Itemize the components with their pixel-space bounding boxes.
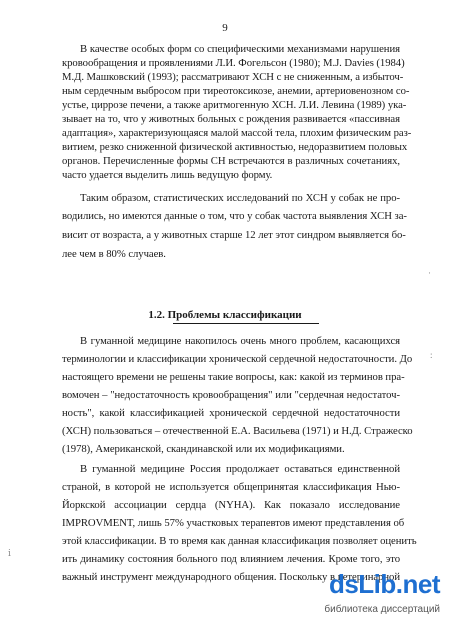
body-line: страной, в которой не используется общепринятая классификация Нью-: [62, 481, 400, 493]
body-line: ность", какой классификацией хронической сердечной недостаточности: [62, 407, 400, 419]
body-line: В гуманной медицине Россия продолжает оставаться единственной: [80, 463, 400, 475]
body-line: вомочен – "недостаточность кровообращения" или "сердечная недостаточ-: [62, 389, 400, 401]
section-heading: 1.2. Проблемы классификации: [148, 309, 302, 321]
body-line: (ХСН) пользоваться – отечественной Е.А. Васильева (1971) и Н.Д. Стражеско: [62, 425, 413, 437]
body-line: водились, но имеются данные о том, что у собак частота выявления ХСН за-: [62, 210, 407, 222]
margin-mark: ·: [428, 268, 431, 278]
body-line: Таким образом, статистических исследований по ХСН у собак не про-: [80, 192, 400, 204]
body-line: ить динамику состояния больного под влиянием лечения. Кроме того, это: [62, 553, 400, 565]
body-line: лее чем в 80% случаев.: [62, 248, 166, 260]
body-line: Йоркской ассоциации сердца (NYHA). Как показало исследование: [62, 499, 400, 511]
watermark-caption: библиотека диссертаций: [324, 604, 440, 615]
body-line: устье, циррозе печени, а также аритмогенную ХСН. Л.И. Левина (1989) ука-: [62, 99, 407, 111]
body-line: (1978), Американской, скандинавской или их модификациями.: [62, 443, 345, 455]
body-line: важный инструмент международного общения. Поскольку в ветеринарной: [62, 571, 400, 583]
margin-mark: :: [430, 350, 433, 360]
margin-mark: ⅰ: [8, 548, 11, 558]
body-line: В качестве особых форм со специфическими механизмами нарушения: [80, 43, 400, 55]
watermark-logo: dsLib.net: [328, 569, 440, 599]
body-line: М.Д. Машковский (1993); рассматривают ХСН с не сниженным, а избыточ-: [62, 71, 404, 83]
body-line: этой классификации. В то время как данная классификация позволяет оценить: [62, 535, 417, 547]
body-line: IMPROVMENT, лишь 57% участковых терапевтов имеют представления об: [62, 517, 405, 529]
body-line: зывает на то, что у животных больных с рождения развивается «пассивная: [62, 113, 400, 125]
watermark: [300, 569, 440, 615]
body-line: терминологии и классификации хронической сердечной недостаточности. До: [62, 353, 413, 365]
heading-underline: [173, 323, 319, 324]
body-line: висит от возраста, а у животных старше 12 лет этот синдром выявляется бо-: [62, 229, 406, 241]
body-line: часто удается выделить лишь ведущую форму.: [62, 169, 273, 181]
body-line: ным сердечным выбросом при тиреотоксикозе, анемии, артериовенозном со-: [62, 85, 410, 97]
body-line: настоящего времени не решены такие вопросы, как: какой из терминов пра-: [62, 371, 405, 383]
body-line: органов. Перечисленные формы СН встречаются в различных сочетаниях,: [62, 155, 400, 167]
body-line: витием, резко сниженной физической активностью, недоразвитием половых: [62, 141, 408, 153]
body-line: кровообращения и проявлениями Л.И. Фогельсон (1980); M.J. Davies (1984): [62, 57, 405, 69]
body-line: В гуманной медицине накопилось очень много проблем, касающихся: [80, 335, 400, 347]
page-number: 9: [222, 22, 228, 34]
body-line: адаптация», характеризующаяся малой массой тела, плохим физическим раз-: [62, 127, 412, 139]
